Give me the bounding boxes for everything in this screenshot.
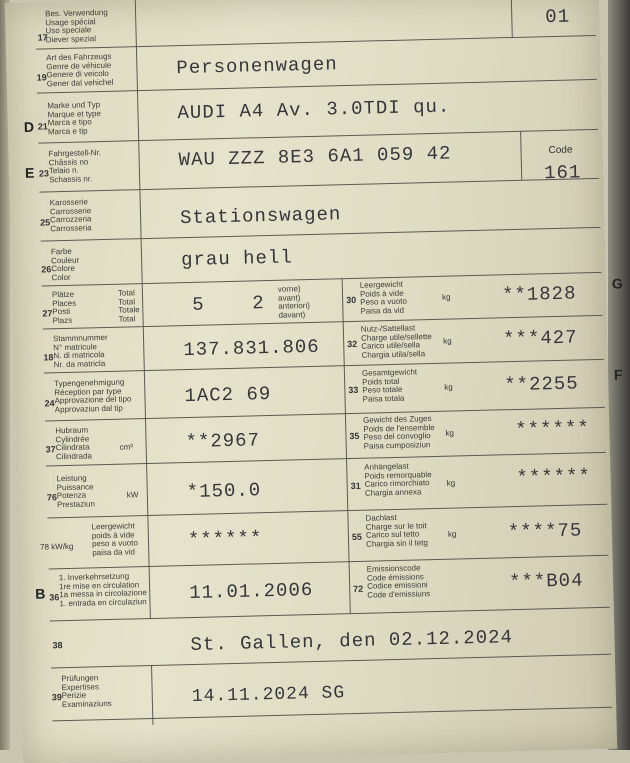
field-number-31: 31 — [350, 480, 361, 492]
roof-load-value: ****75 — [507, 519, 583, 544]
unit-cm3: cm³ — [119, 442, 134, 452]
power-weight-value: ****** — [187, 527, 263, 552]
body-code-label: Code — [548, 144, 573, 157]
color-value: grau hell — [180, 246, 293, 272]
field-number-24: 24 — [44, 398, 55, 409]
unit-kg: kg — [447, 529, 457, 539]
field-number-37: 37 — [45, 444, 56, 455]
field-number-72: 72 — [353, 583, 364, 595]
label-roof-load: Dachlast Charge sur le toit Carico sul tetto Chargia sin il tetg — [365, 512, 429, 549]
emission-code-value: ***B04 — [508, 569, 584, 594]
field-number-33: 33 — [348, 384, 359, 396]
unit-kg: kg — [445, 428, 454, 438]
label-type-approval: Typengenehmigung Réception par type Approvazione del tipo Approvaziun dal tip — [54, 377, 132, 415]
field-number-27: 27 — [42, 308, 53, 319]
form-grid — [23, 0, 623, 762]
label-power-weight: Leergewicht poids à vide peso a vuoto paisa da vid — [91, 521, 138, 558]
make-type-value: AUDI A4 Av. 3.0TDI qu. — [177, 95, 451, 125]
power-weight-label: 78 kW/kg — [39, 541, 74, 552]
body-type-value: Stationswagen — [179, 203, 342, 230]
power-value: *150.0 — [186, 479, 262, 504]
label-empty-weight: Leergewicht Poids à vide Peso a vuoto Paisa da vid — [359, 279, 408, 316]
label-total-weight: Gesamtgewicht Poids total Peso totale Paisa totala — [361, 367, 418, 404]
side-marker-d: D — [23, 118, 35, 135]
field-number-38: 38 — [52, 640, 63, 651]
label-power: Leistung Puissance Potenza Prestaziun — [56, 473, 95, 510]
unit-kw: kW — [126, 490, 139, 500]
base-number-value: 137.831.806 — [183, 335, 320, 362]
label-usage: Bes. Verwendung Usage spécial Uso speciale Diever spezial — [44, 7, 108, 45]
label-chassis: Fahrgestell-Nr. Châssis no Telaio n. Schassis nr. — [48, 148, 102, 185]
field-number-19: 19 — [36, 72, 47, 83]
unit-kg: kg — [446, 478, 456, 488]
usage-code-value: 01 — [545, 5, 571, 29]
seats-front-value: 2 — [251, 292, 265, 315]
payload-value: ***427 — [502, 326, 578, 351]
field-number-18: 18 — [43, 352, 54, 363]
body-code-value: 161 — [543, 161, 582, 185]
label-seats-front: vorne) avant) anteriori) davant) — [277, 284, 310, 320]
label-seats: Plätze Places Posti Plazs — [51, 289, 77, 326]
field-number-30: 30 — [346, 294, 357, 306]
unit-kg: kg — [444, 382, 453, 392]
total-weight-value: **2255 — [504, 372, 579, 397]
label-payload: Nutz-/Sattellast Charge utile/sellette Carico utile/sella Chargia utila/sella — [360, 323, 432, 360]
label-towing-load: Anhängelast Poids remorquable Carico rimorchiato Chargia annexa — [364, 461, 432, 498]
unit-kg: kg — [442, 292, 451, 302]
label-first-registration: 1. Inverkehrsetzung 1re mise en circulation 1a messa in circolazione 1. entrada en circulaziun — [58, 571, 147, 608]
type-approval-value: 1AC2 69 — [184, 382, 272, 408]
side-marker-e: E — [24, 164, 35, 181]
label-displacement: Hubraum Cylindrée Cilindrata Cilindrada — [55, 425, 93, 462]
side-marker-g: G — [611, 275, 623, 292]
seats-total-value: 5 — [191, 293, 205, 316]
empty-weight-value: **1828 — [501, 282, 577, 307]
first-registration-value: 11.01.2006 — [188, 579, 314, 605]
label-vehicle-kind: Art des Fahrzeugs Genre de véhicule Genere di veicolo Gener dal vehichel — [46, 51, 114, 89]
label-train-weight: Gewicht des Zuges Poids de l'ensemble Peso del convoglio Paisa cumposiziun — [362, 414, 435, 451]
field-number-25: 25 — [40, 217, 51, 228]
label-color: Farbe Couleur Colore Color — [50, 246, 80, 283]
unit-kg: kg — [443, 336, 452, 346]
field-number-76: 76 — [46, 492, 58, 503]
field-number-36: 36 — [49, 592, 60, 603]
label-base-number: Stammnummer N° matricule N. di matricola Nr. da matricla — [52, 332, 108, 370]
towing-load-value: ****** — [516, 465, 592, 490]
vehicle-kind-value: Personenwagen — [176, 53, 338, 80]
side-marker-b: B — [35, 585, 46, 602]
train-weight-value: ****** — [515, 417, 591, 442]
field-number-55: 55 — [351, 531, 363, 543]
label-make-type: Marke und Typ Marque et type Marca e tipo Marca e tip — [47, 100, 102, 137]
field-number-23: 23 — [38, 168, 50, 179]
field-number-17: 17 — [37, 32, 48, 43]
field-number-21: 21 — [37, 121, 48, 132]
label-inspections: Prüfungen Expertises Perizie Examinaziuns — [61, 673, 112, 709]
chassis-number-value: WAU ZZZ 8E3 6A1 059 42 — [178, 142, 452, 172]
vehicle-registration-document — [5, 0, 623, 763]
label-emission-code: Emissionscode Code émissions Codice emissioni Code d'emissiuns — [366, 563, 431, 600]
side-marker-f: F — [613, 366, 623, 383]
field-number-32: 32 — [347, 338, 358, 350]
place-date-value: St. Gallen, den 02.12.2024 — [190, 626, 514, 657]
label-body: Karosserie Carrosserie Carrozzeria Carrosseria — [49, 197, 92, 234]
field-number-26: 26 — [41, 264, 52, 275]
displacement-value: **2967 — [185, 429, 261, 454]
inspection-value: 14.11.2024 SG — [191, 683, 346, 708]
label-seats-total: Total Total Totale Total — [117, 288, 140, 324]
field-number-39: 39 — [51, 692, 62, 703]
field-number-35: 35 — [349, 430, 360, 442]
